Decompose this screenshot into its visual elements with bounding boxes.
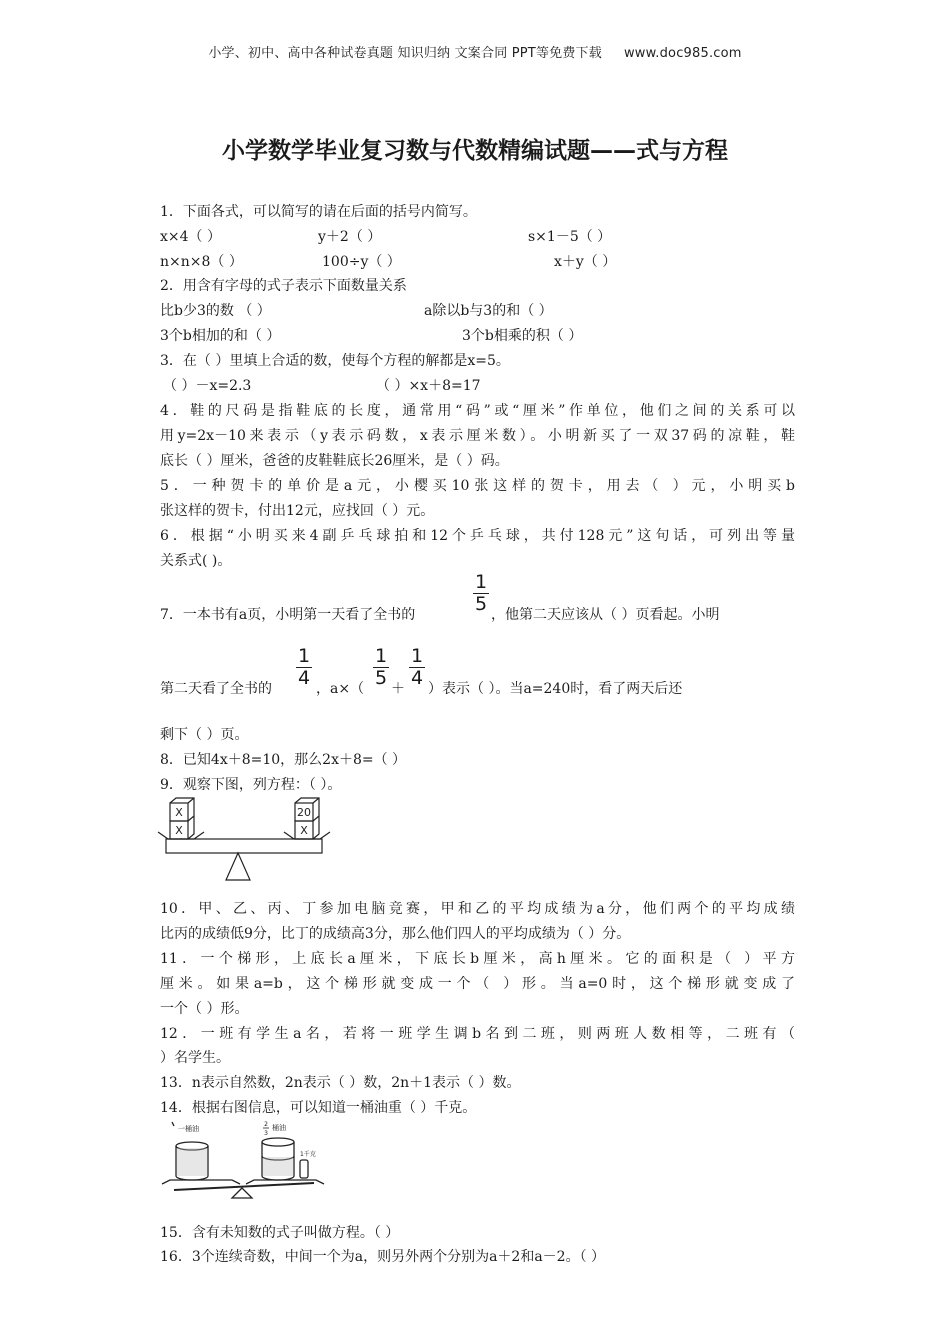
q7-fraction-4-num: 1 (410, 645, 424, 667)
q12-line-2: ）名学生。 (160, 1050, 230, 1066)
q7-fraction-1-den: 5 (474, 593, 488, 615)
q9-balance-figure (156, 796, 332, 884)
q7-fraction-3-den: 5 (374, 667, 388, 689)
q1-item-d: n×n×8（ ） (160, 254, 243, 270)
q7-fraction-1 (473, 572, 489, 614)
q7-part-4: ，a×（ (316, 681, 365, 697)
q7-fraction-2-num: 1 (297, 645, 311, 667)
header-text: 小学、初中、高中各种试卷真题 知识归纳 文案合同 PPT等免费下载 (208, 46, 602, 61)
q9-left-label-bottom: X (175, 824, 183, 837)
q13-text: 13．n表示自然数，2n表示（ ）数，2n＋1表示（ ）数。 (160, 1075, 521, 1091)
q7-part-1: 7．一本书有a页，小明第一天看了全书的 (160, 607, 416, 623)
q6-line-2: 关系式( )。 (160, 553, 232, 569)
q3-text: 3．在（ ）里填上合适的数，使每个方程的解都是x=5。 (160, 353, 510, 369)
q3-item-a: （ ）－x=2.3 (163, 378, 252, 394)
q11-line-1: 11．一个梯形，上底长a厘米，下底长b厘米，高h厘米。它的面积是（ ）平方 (160, 951, 795, 967)
header-url[interactable]: www.doc985.com (623, 46, 742, 61)
q14-frac-num: 2 (264, 1121, 268, 1128)
q14-right-barrel-top (262, 1138, 294, 1146)
q4-line-3: 底长（ ）厘米，爸爸的皮鞋鞋底长26厘米，是（ ）码。 (160, 453, 509, 469)
q9-right-label-bottom: X (300, 824, 308, 837)
q2-text: 2．用含有字母的式子表示下面数量关系 (160, 278, 407, 294)
q8-text: 8．已知4x＋8=10，那么2x＋8=（ ） (160, 752, 407, 768)
q14-label-left: 一桶油 (178, 1125, 199, 1133)
q9-right-label-top: 20 (297, 806, 311, 819)
q11-line-2: 厘米。如果a=b，这个梯形就变成一个（ ）形。当a=0时，这个梯形就变成了 (160, 976, 795, 992)
page-header (0, 42, 950, 61)
q1-item-e: 100÷y（ ） (322, 254, 401, 270)
q7-part-2: ，他第二天应该从（ ）页看起。小明 (491, 607, 720, 623)
q4-line-2: 用y=2x－10来表示（y表示码数，x表示厘米数）。小明新买了一双37码的凉鞋，鞋 (160, 428, 795, 444)
q5-line-2: 张这样的贺卡，付出12元，应找回（ ）元。 (160, 503, 435, 519)
q10-line-2: 比丙的成绩低9分，比丁的成绩高3分，那么他们四人的平均成绩为（ ）分。 (160, 926, 631, 942)
q7-fraction-4-den: 4 (410, 667, 424, 689)
q6-line-1: 6．根据“小明买来4副乒乓球拍和12个乒乓球，共付128元”这句话，可列出等量 (160, 528, 795, 544)
q4-line-1: 4．鞋的尺码是指鞋底的长度，通常用“码”或“厘米”作单位，他们之间的关系可以 (160, 403, 795, 419)
q9-text: 9．观察下图，列方程：（ ）。 (160, 777, 342, 793)
q7-fraction-2 (296, 646, 312, 688)
q16-text: 16．3个连续奇数，中间一个为a，则另外两个分别为a＋2和a－2。（ ） (160, 1249, 606, 1265)
q14-frac-den: 3 (264, 1130, 268, 1137)
q1-item-c: s×1－5（ ） (528, 229, 612, 245)
q2-item-c: 3个b相加的和（ ） (160, 328, 281, 344)
q1-text: 1．下面各式，可以简写的请在后面的括号内简写。 (160, 204, 477, 220)
q2-item-b: a除以b与3的和（ ） (424, 303, 553, 319)
q14-label-right: 桶油 (272, 1124, 286, 1132)
page-title: 小学数学毕业复习数与代数精编试题——式与方程 (222, 138, 728, 164)
q1-item-f: x＋y（ ） (554, 254, 617, 270)
q7-fraction-1-num: 1 (474, 571, 488, 593)
q5-line-1: 5．一种贺卡的单价是a元，小樱买10张这样的贺卡，用去（ ）元，小明买b (160, 478, 795, 494)
q14-scale-figure (158, 1118, 330, 1202)
q7-part-3: 第二天看了全书的 (160, 681, 272, 697)
q14-weight (300, 1160, 308, 1178)
q15-text: 15．含有未知数的式子叫做方程。（ ） (160, 1225, 400, 1241)
q14-text: 14．根据右图信息，可以知道一桶油重（ ）千克。 (160, 1100, 477, 1116)
q7-fraction-2-den: 4 (297, 667, 311, 689)
q14-beam (174, 1183, 314, 1190)
q14-weight-label: 1千克 (300, 1151, 316, 1158)
q2-item-a: 比b少3的数 （ ） (160, 303, 271, 319)
q7-fraction-3-num: 1 (374, 645, 388, 667)
q2-item-d: 3个b相乘的积（ ） (462, 328, 583, 344)
q7-part-6: ）表示（ ）。当a=240时，看了两天后还 (428, 681, 683, 697)
q1-item-b: y＋2（ ） (318, 229, 382, 245)
q7-fraction-3 (373, 646, 389, 688)
q9-fulcrum (226, 853, 250, 880)
q9-beam (166, 839, 322, 853)
q7-fraction-4 (409, 646, 425, 688)
q7-part-5: ＋ (391, 681, 405, 697)
q9-left-label-top: X (175, 806, 183, 819)
q3-item-b: （ ）×x＋8=17 (376, 378, 481, 394)
q1-item-a: x×4（ ） (160, 229, 221, 245)
q14-fulcrum (232, 1188, 252, 1198)
q7-line-3: 剩下（ ）页。 (160, 727, 249, 743)
q10-line-1: 10．甲、乙、丙、丁参加电脑竞赛，甲和乙的平均成绩为a分，他们两个的平均成绩 (160, 901, 795, 917)
q11-line-3: 一个（ ）形。 (160, 1001, 249, 1017)
q12-line-1: 12．一班有学生a名，若将一班学生调b名到二班，则两班人数相等，二班有（ (160, 1026, 795, 1042)
